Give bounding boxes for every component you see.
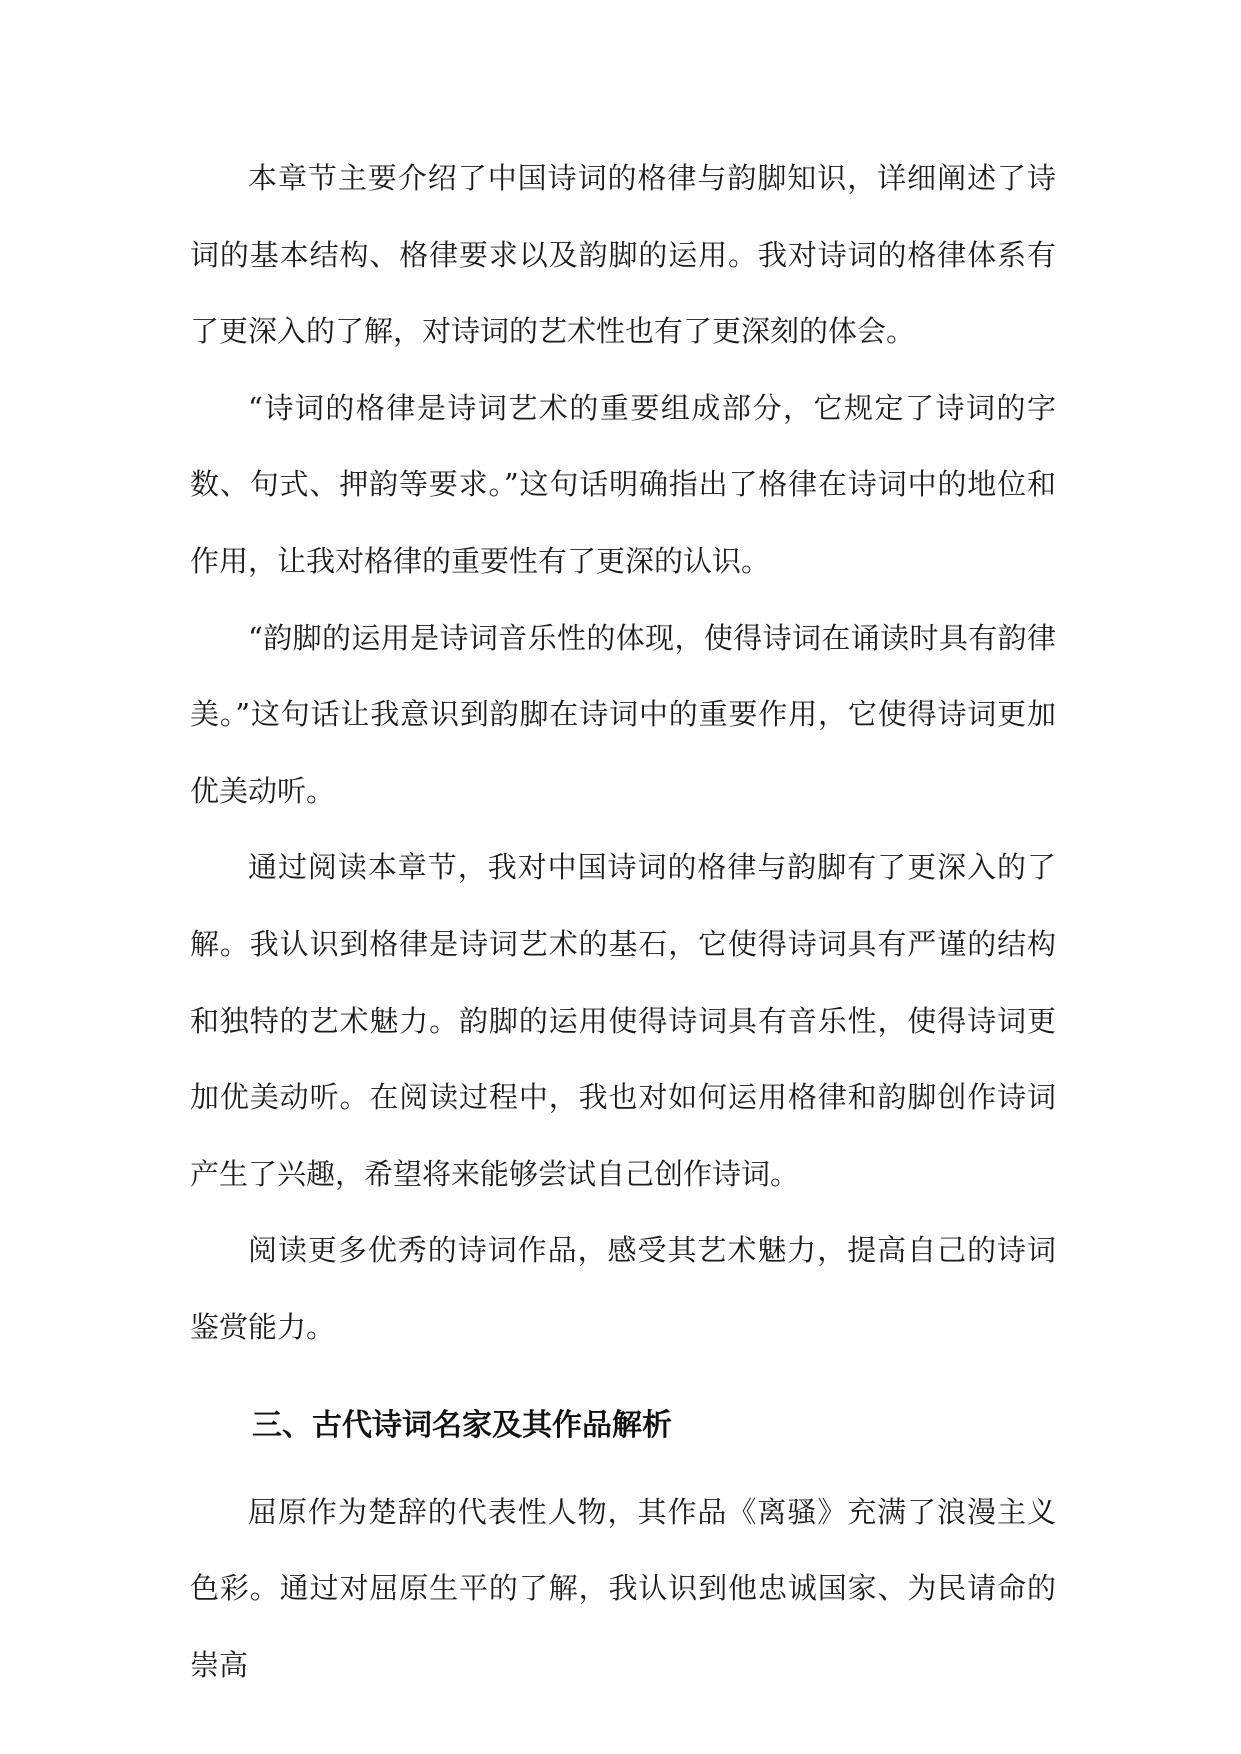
paragraph-chapter-summary: 本章节主要介绍了中国诗词的格律与韵脚知识，详细阐述了诗词的基本结构、格律要求以及韵脚的运用。我对诗词的格律体系有了更深入的了解，对诗词的艺术性也有了更深刻的体会。 [190,161,1056,349]
paragraph-quyuan: 屈原作为楚辞的代表性人物，其作品《离骚》充满了浪漫主义色彩。通过对屈原生平的了解，我认识到他忠诚国家、为民请命的崇高 [190,1494,1056,1682]
section-heading: 三、古代诗词名家及其作品解析 [252,1407,672,1443]
paragraph-reflection: 通过阅读本章节，我对中国诗词的格律与韵脚有了更深入的了解。我认识到格律是诗词艺术的基石，它使得诗词具有严谨的结构和独特的艺术魅力。韵脚的运用使得诗词具有音乐性，使得诗词更加优美动听。在阅读过程中，我也对如何运用格律和韵脚创作诗词产生了兴趣，希望将来能够尝试自己创作诗词。 [190,850,1056,1191]
paragraph-suggestion: 阅读更多优秀的诗词作品，感受其艺术魅力，提高自己的诗词鉴赏能力。 [190,1233,1056,1344]
document-body [190,140,1056,1703]
paragraph-meter-quote: “诗词的格律是诗词艺术的重要组成部分，它规定了诗词的字数、句式、押韵等要求。”这句话明确指出了格律在诗词中的地位和作用，让我对格律的重要性有了更深的认识。 [190,390,1056,578]
paragraph-rhyme-quote: “韵脚的运用是诗词音乐性的体现，使得诗词在诵读时具有韵律美。”这句话让我意识到韵脚在诗词中的重要作用，它使得诗词更加优美动听。 [190,620,1056,808]
